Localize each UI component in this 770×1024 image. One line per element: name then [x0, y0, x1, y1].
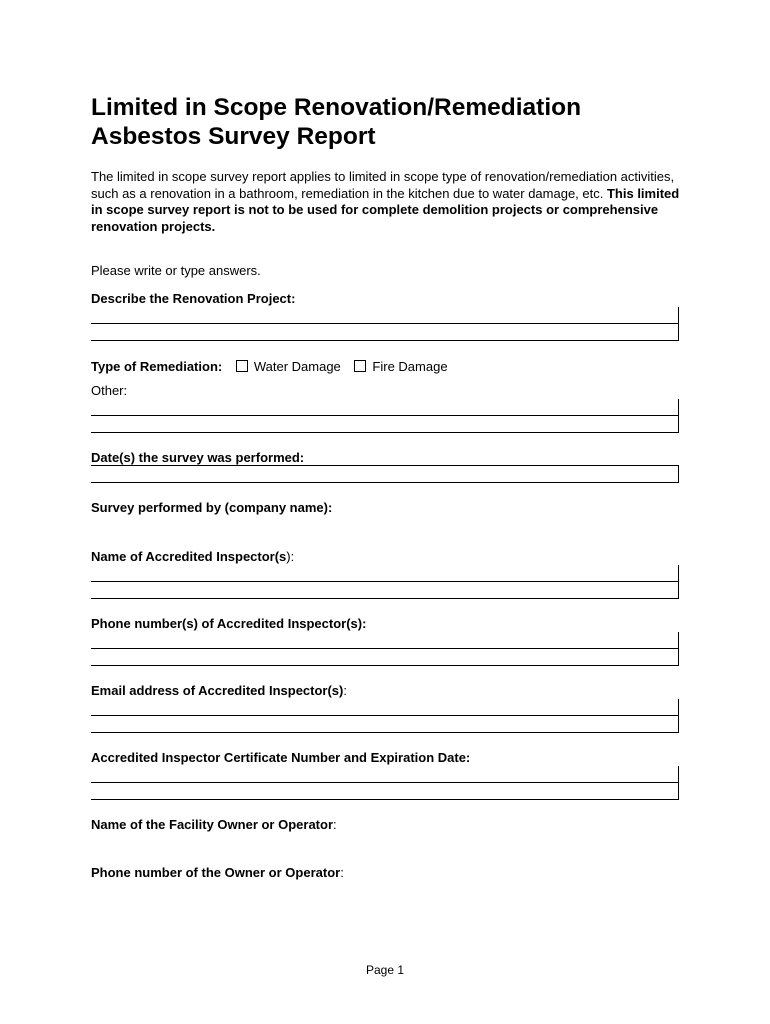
field-border [678, 399, 679, 415]
inspector-name-text: Name of Accredited Inspector(s [91, 549, 287, 564]
field-border [678, 699, 679, 715]
field-line [91, 732, 679, 733]
field-line [91, 715, 679, 716]
intro-text: The limited in scope survey report applies to limited in scope type of renovation/remediation activities, such as a renovation in a bathroom, remediation in the kitchen due to water damage, etc. [91, 169, 675, 201]
certificate-label: Accredited Inspector Certificate Number and Expiration Date: [91, 750, 471, 765]
water-damage-option[interactable] [236, 359, 341, 374]
field-border [678, 582, 679, 598]
fire-damage-option[interactable] [354, 359, 447, 374]
type-of-remediation-row [91, 359, 448, 375]
water-damage-label: Water Damage [253, 359, 341, 374]
owner-name-label [91, 817, 337, 833]
field-line [91, 648, 679, 649]
intro-warning: This limited in scope survey report is not to be used for complete demolition projects or comprehensive renovation projects. [91, 185, 680, 234]
field-line [91, 799, 679, 800]
intro-paragraph [91, 169, 691, 235]
field-line [91, 581, 679, 582]
water-damage-checkbox[interactable] [236, 360, 248, 372]
title-line-1: Limited in Scope Renovation/Remediation [91, 94, 582, 121]
field-border [678, 465, 679, 482]
certificate-field[interactable] [91, 766, 679, 800]
field-border [678, 307, 679, 323]
field-border [678, 324, 679, 340]
owner-name-tail: : [333, 817, 337, 832]
field-line [91, 665, 679, 666]
field-border [678, 416, 679, 432]
fire-damage-checkbox[interactable] [354, 360, 366, 372]
survey-dates-label: Date(s) the survey was performed: [91, 450, 305, 465]
company-name-label: Survey performed by (company name): [91, 500, 333, 515]
other-label: Other: [91, 383, 128, 398]
field-line [91, 482, 679, 483]
field-border [678, 649, 679, 665]
title-line-2: Asbestos Survey Report [91, 123, 376, 150]
page-title [91, 93, 691, 151]
survey-dates-field[interactable] [91, 465, 679, 483]
field-border [678, 766, 679, 782]
field-line [91, 432, 679, 433]
instruction-text: Please write or type answers. [91, 263, 261, 278]
owner-phone-tail: : [340, 865, 344, 880]
field-border [678, 716, 679, 732]
inspector-phone-field[interactable] [91, 632, 679, 666]
inspector-name-field[interactable] [91, 565, 679, 599]
inspector-phone-label: Phone number(s) of Accredited Inspector(s): [91, 616, 367, 631]
page-number: Page 1 [365, 963, 405, 977]
owner-name-text: Name of the Facility Owner or Operator [91, 817, 333, 832]
inspector-name-label [91, 549, 294, 565]
inspector-email-tail: : [343, 683, 347, 698]
field-line [91, 340, 679, 341]
fire-damage-label: Fire Damage [372, 359, 448, 374]
owner-phone-text: Phone number of the Owner or Operator [91, 865, 341, 880]
inspector-email-text: Email address of Accredited Inspector(s) [91, 683, 344, 698]
inspector-email-label [91, 683, 347, 699]
field-line [91, 465, 679, 466]
field-line [91, 323, 679, 324]
field-line [91, 782, 679, 783]
field-border [678, 783, 679, 799]
field-line [91, 415, 679, 416]
field-line [91, 598, 679, 599]
field-border [678, 632, 679, 648]
other-field[interactable] [91, 399, 679, 433]
owner-phone-label [91, 865, 344, 881]
renovation-project-field[interactable] [91, 307, 679, 341]
type-of-remediation-label: Type of Remediation: [91, 359, 223, 374]
inspector-name-tail: ): [286, 549, 295, 564]
inspector-email-field[interactable] [91, 699, 679, 733]
field-border [678, 565, 679, 581]
renovation-project-label: Describe the Renovation Project: [91, 291, 296, 306]
